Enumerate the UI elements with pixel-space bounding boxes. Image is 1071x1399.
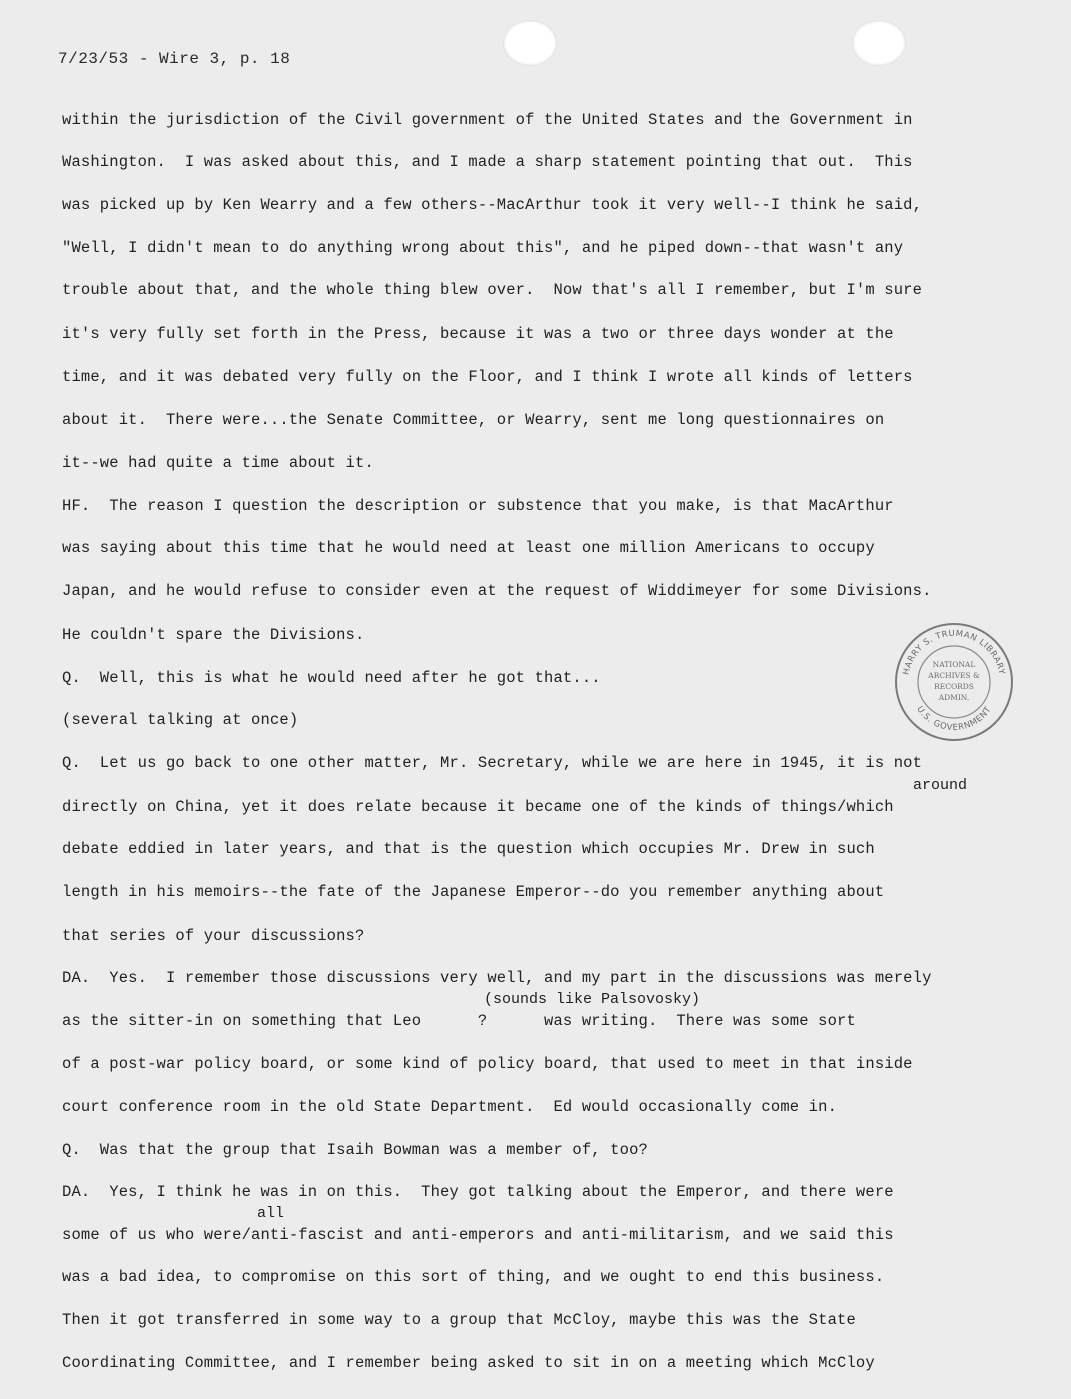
stamp-center-line: ADMIN.	[938, 693, 970, 702]
stamp-center-line: ARCHIVES &	[928, 671, 980, 680]
text-line: trouble about that, and the whole thing blew over. Now that's all I remember, but I'm sure	[62, 281, 923, 299]
text-line: court conference room in the old State Department. Ed would occasionally come in.	[62, 1098, 838, 1116]
punch-hole	[503, 20, 557, 66]
text-line: was saying about this time that he would need at least one million Americans to occupy	[62, 539, 875, 557]
text-line: was picked up by Ken Wearry and a few others--MacArthur took it very well--I think he said,	[62, 196, 923, 214]
text-line: DA. Yes, I think he was in on this. They got talking about the Emperor, and there were	[62, 1183, 894, 1201]
text-line: DA. Yes. I remember those discussions very well, and my part in the discussions was merely	[62, 969, 932, 987]
text-line: that series of your discussions?	[62, 927, 365, 945]
interlinear-insertion: (sounds like Palsovosky)	[484, 991, 701, 1008]
stamp-text-bottom: U.S. GOVERNMENT	[914, 704, 994, 734]
text-line: Coordinating Committee, and I remember being asked to sit in on a meeting which McCloy	[62, 1354, 875, 1372]
text-line: it--we had quite a time about it.	[62, 454, 374, 472]
stamp-center-line: NATIONAL	[932, 660, 976, 669]
text-line: was a bad idea, to compromise on this sort of thing, and we ought to end this business.	[62, 1268, 885, 1286]
text-line: of a post-war policy board, or some kind of policy board, that used to meet in that inside	[62, 1055, 913, 1073]
text-line: Q. Let us go back to one other matter, Mr. Secretary, while we are here in 1945, it is not	[62, 754, 923, 772]
stamp-text-top: HARRY S. TRUMAN LIBRARY	[901, 628, 1007, 676]
text-line: as the sitter-in on something that Leo ? was writing. There was some sort	[62, 1012, 856, 1030]
text-line: about it. There were...the Senate Committee, or Wearry, sent me long questionnaires on	[62, 411, 885, 429]
punch-hole	[852, 20, 906, 66]
text-line: debate eddied in later years, and that is the question which occupies Mr. Drew in such	[62, 840, 875, 858]
text-line: length in his memoirs--the fate of the Japanese Emperor--do you remember anything about	[62, 883, 885, 901]
text-line: He couldn't spare the Divisions.	[62, 626, 365, 644]
interlinear-insertion: around	[913, 777, 968, 794]
text-line: Then it got transferred in some way to a group that McCloy, maybe this was the State	[62, 1311, 856, 1329]
text-line: time, and it was debated very fully on the Floor, and I think I wrote all kinds of letters	[62, 368, 913, 386]
text-line: HF. The reason I question the description or substence that you make, is that MacArthur	[62, 497, 894, 515]
text-line: Washington. I was asked about this, and I made a sharp statement pointing that out. This	[62, 153, 913, 171]
stamp-center-line: RECORDS	[934, 682, 974, 691]
text-line: some of us who were/anti-fascist and anti-emperors and anti-militarism, and we said this	[62, 1226, 894, 1244]
archive-stamp	[893, 621, 1015, 743]
svg-text:U.S. GOVERNMENT	[914, 705, 994, 734]
text-line: (several talking at once)	[62, 711, 299, 729]
interlinear-insertion: all	[257, 1205, 285, 1222]
text-line: "Well, I didn't mean to do anything wrong about this", and he piped down--that wasn't any	[62, 239, 904, 257]
page-header: 7/23/53 - Wire 3, p. 18	[58, 50, 291, 68]
text-line: Q. Well, this is what he would need after he got that...	[62, 669, 601, 687]
text-line: it's very fully set forth in the Press, because it was a two or three days wonder at the	[62, 325, 894, 343]
text-line: directly on China, yet it does relate because it became one of the kinds of things/which	[62, 798, 894, 816]
text-line: Japan, and he would refuse to consider even at the request of Widdimeyer for some Divisions.	[62, 582, 932, 600]
text-line: Q. Was that the group that Isaih Bowman was a member of, too?	[62, 1141, 648, 1159]
text-line: within the jurisdiction of the Civil government of the United States and the Government in	[62, 111, 913, 129]
